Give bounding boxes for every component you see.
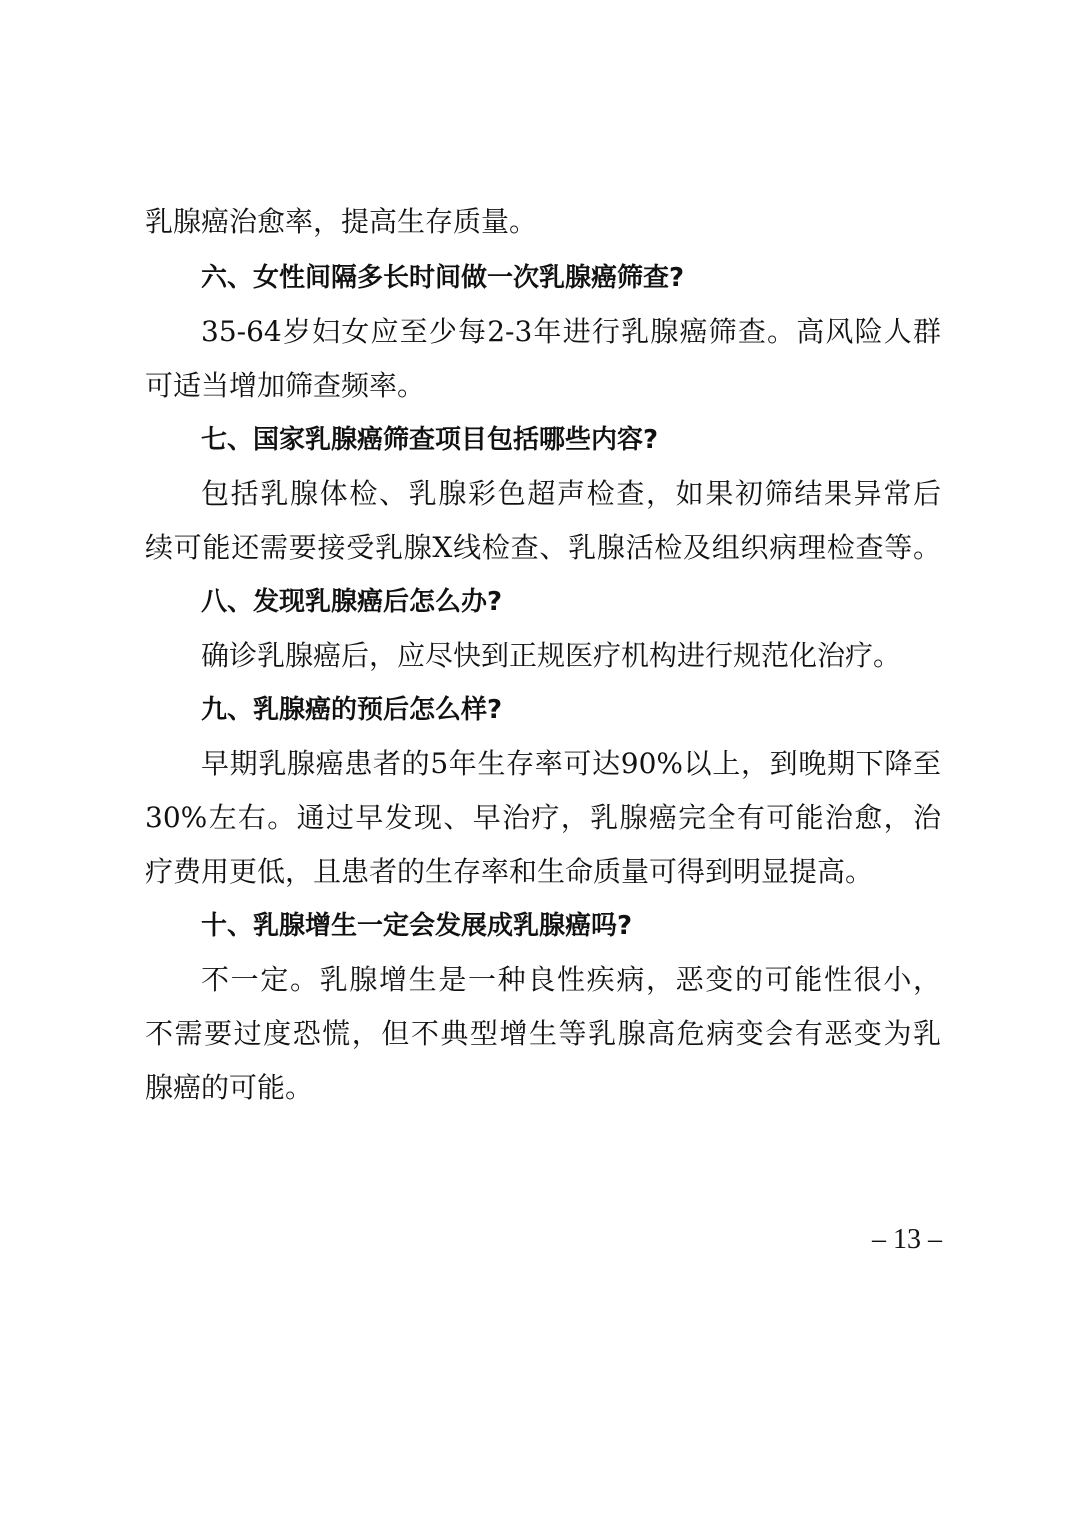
body-text-line: 可适当增加筛查频率。	[145, 369, 426, 402]
body-text-line: 30%左右。通过早发现、早治疗，乳腺癌完全有可能治愈，治	[145, 801, 941, 834]
body-text-line: 确诊乳腺癌后，应尽快到正规医疗机构进行规范化治疗。	[201, 639, 902, 672]
body-text-line: 乳腺癌治愈率，提高生存质量。	[145, 205, 538, 238]
page-number: – 13 –	[872, 1224, 942, 1255]
section-heading-eight: 八、发现乳腺癌后怎么办?	[201, 587, 503, 617]
body-text-line: 不一定。乳腺增生是一种良性疾病，恶变的可能性很小，	[201, 963, 941, 996]
body-text-line: 不需要过度恐慌，但不典型增生等乳腺高危病变会有恶变为乳	[145, 1017, 941, 1050]
body-text-line: 包括乳腺体检、乳腺彩色超声检查，如果初筛结果异常后	[201, 477, 941, 510]
body-text-line: 腺癌的可能。	[145, 1071, 314, 1104]
section-heading-seven: 七、国家乳腺癌筛查项目包括哪些内容?	[201, 425, 659, 455]
body-text-line: 35-64岁妇女应至少每2-3年进行乳腺癌筛查。高风险人群	[201, 315, 941, 348]
section-heading-six: 六、女性间隔多长时间做一次乳腺癌筛查?	[201, 263, 685, 293]
body-text-line: 早期乳腺癌患者的5年生存率可达90%以上，到晚期下降至	[201, 747, 941, 780]
body-text-line: 疗费用更低，且患者的生存率和生命质量可得到明显提高。	[145, 855, 874, 888]
section-heading-nine: 九、乳腺癌的预后怎么样?	[201, 695, 503, 725]
body-text-line: 续可能还需要接受乳腺X线检查、乳腺活检及组织病理检查等。	[145, 531, 941, 564]
section-heading-ten: 十、乳腺增生一定会发展成乳腺癌吗?	[201, 911, 633, 941]
